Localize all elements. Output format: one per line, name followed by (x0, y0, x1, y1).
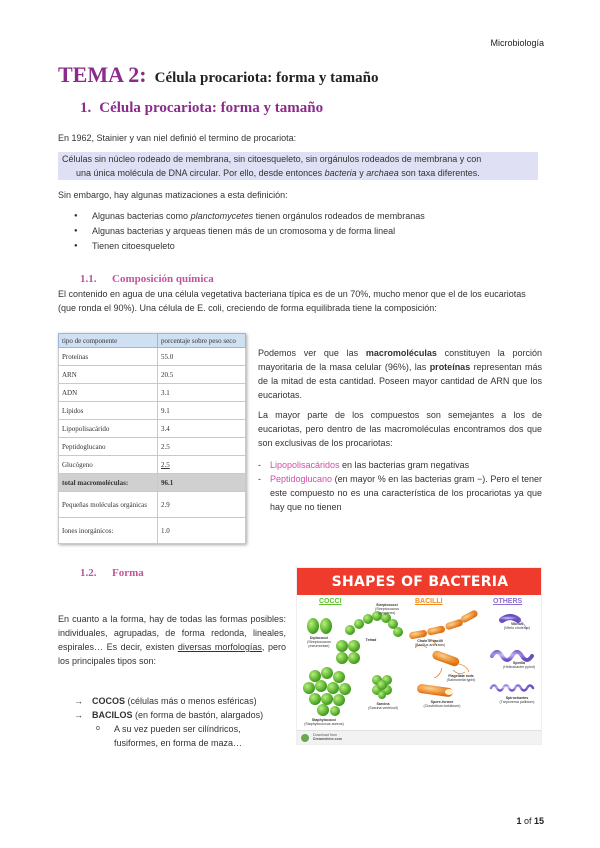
table-cell: Lipopolisacárido (59, 420, 158, 438)
page-number (516, 816, 544, 826)
table-cell: 20.5 (158, 366, 246, 384)
table-cell: ARN (59, 366, 158, 384)
sin-embargo-paragraph: Sin embargo, hay algunas matizaciones a esta definición: (58, 190, 288, 200)
list-item-text: Algunas bacterias como (92, 211, 191, 221)
tema-title: Célula procariota: forma y tamaño (154, 70, 379, 86)
table-header-row (59, 334, 246, 348)
matizaciones-list (74, 209, 425, 254)
composition-table (58, 333, 246, 544)
table-row (59, 456, 246, 474)
list-item (74, 209, 425, 224)
list-item-text: A su vez pueden ser cilíndricos, (114, 724, 241, 734)
table-cell: 96.1 (158, 474, 246, 492)
list-item-text: Algunas bacterias y arqueas tienen más de un cromosoma y de forma lineal (92, 226, 396, 236)
section-1-2-title: Forma (112, 567, 144, 579)
page-current: 1 (516, 816, 522, 826)
term-peptidoglucano: Peptidoglucano (270, 474, 333, 484)
bacilli-heading: BACILLI (415, 598, 443, 605)
label-spirilla: Spirilla (Helicobacter pylori) (503, 661, 535, 670)
bacteria-banner-title: SHAPES OF BACTERIA (331, 573, 509, 590)
list-item-text: fusiformes, en forma de maza… (114, 738, 243, 748)
table-row (59, 492, 246, 518)
definition-highlight (58, 152, 538, 180)
sub-list-item (74, 722, 294, 736)
table-row-total (59, 474, 246, 492)
list-item-bold: BACILOS (92, 710, 133, 720)
tetrad-icon (336, 640, 360, 664)
label-streptococci: Streptococci (Streptococcus pyogenes) (375, 603, 399, 616)
section-1-1-heading (80, 273, 214, 285)
definition-line2 (62, 166, 534, 180)
section-1-1-title: Composición química (112, 273, 214, 285)
list-item-text: tienen orgánulos rodeados de membranas (253, 211, 425, 221)
list-item-text: (en forma de bastón, alargados) (132, 710, 264, 720)
page-of: of (521, 816, 534, 826)
list-item-text: (células más o menos esféricas) (125, 696, 257, 706)
compuestos-paragraph: La mayor parte de los compuestos son semejantes a los de eucariotas, pero dentro de las macromoléculas encontramos dos que son exclusivas de los procariotas: (258, 410, 542, 448)
section-1-2-number: 1.2. (80, 567, 97, 579)
table-cell: 9.1 (158, 402, 246, 420)
definition-italic: archaea (366, 168, 399, 178)
section-1-2-heading (80, 567, 144, 579)
table-cell: 55.0 (158, 348, 246, 366)
arrow-right-icon: → (74, 710, 83, 720)
table-row (59, 402, 246, 420)
sub-list-item-cont (74, 736, 294, 750)
others-heading: OTHERS (493, 598, 523, 605)
table-cell: ADN (59, 384, 158, 402)
spore-former-icon (416, 684, 453, 698)
spirochaete-icon (491, 686, 533, 691)
table-cell: Lípidos (59, 402, 158, 420)
forma-paragraph (58, 612, 286, 668)
list-item (74, 224, 425, 239)
section-1-heading (80, 100, 331, 117)
page-total: 15 (533, 816, 544, 826)
diplococci-icon (307, 618, 332, 634)
page-title (58, 62, 378, 88)
cocci-heading: COCCI (319, 598, 342, 605)
table-cell: Pequeñas moléculas orgánicas (59, 492, 158, 518)
list-item-bold: COCOS (92, 696, 126, 706)
sarcina-icon (372, 675, 392, 699)
list-item (258, 458, 542, 472)
table-row (59, 366, 246, 384)
definition-text: y (356, 168, 367, 178)
intro-paragraph: En 1962, Stainier y van niel definió el termino de procariota: (58, 133, 297, 143)
section-1-1-number: 1.1. (80, 273, 97, 285)
paragraph-text: , pero los principales tipos son: (58, 642, 286, 666)
dreamstime-logo-icon (301, 734, 309, 742)
section-1-title: Célula procariota: forma y tamaño (99, 100, 324, 116)
table-cell: 2.5 (158, 456, 246, 474)
label-spore-former: Spore-former (Clostridium botulinum) (423, 700, 461, 709)
list-item-text: (en mayor % en las bacterias gram −). Pero el tener este compuesto no es una característica de los procariotas ya que hay que no tienen (270, 474, 542, 512)
definition-text: son taxa diferentes. (398, 168, 480, 178)
bacteria-shapes-illustration (296, 567, 542, 745)
paragraph-bold: proteínas (429, 362, 471, 372)
table-cell: 3.4 (158, 420, 246, 438)
label-vibrios: Vibrios (Vibrio cholerae) (503, 622, 531, 631)
label-chain-of-bacilli: Chain of bacilli (Bacillus anthracis) (414, 639, 446, 648)
tema-number: TEMA 2: (58, 62, 147, 87)
list-item-text: Tienen citoesqueleto (92, 241, 175, 251)
circle-bullet-icon: o (96, 725, 100, 732)
table-cell: 2.9 (158, 492, 246, 518)
list-item-text: en las bacterias gram negativas (339, 460, 470, 470)
list-item-italic: planctomycetes (190, 211, 254, 221)
table-cell: Peptidoglucano (59, 438, 158, 456)
definition-line1: Células sin núcleo rodeado de membrana, sin citoesqueleto, sin orgánulos rodeados de membrana y con (62, 154, 482, 164)
paragraph-underline: diversas morfologías (177, 642, 262, 652)
bacteria-footer (297, 730, 542, 744)
label-tetrad: Tetrad (365, 638, 377, 642)
spirilla-icon (492, 652, 532, 660)
table-row (59, 384, 246, 402)
paragraph-bold: macromoléculas (365, 348, 437, 358)
footer-text: Download from Dreamstime.com (313, 733, 342, 741)
paragraph-text: representan más de la mitad de esta cantidad. Poseen mayor cantidad de ARN que los eucariotas. (258, 362, 542, 400)
term-lipopolisacaridos: Lipopolisacáridos (270, 460, 340, 470)
paragraph-text: constituyen la porción mayoritaria de la masa celular (96%), las (258, 348, 543, 372)
table-header: tipo de componente (59, 334, 158, 348)
exclusivas-list (258, 458, 542, 514)
staphylococci-icon (303, 667, 351, 716)
table-cell: 2.5 (158, 438, 246, 456)
label-staphylococci: Staphylococci (Staphylococcus aureus) (304, 718, 344, 727)
paragraph-text: En cuanto a la forma, hay de todas las formas posibles: individuales, agrupadas, de forma redonda, lineales, espirales… Es decir, existen (58, 614, 286, 652)
tipos-list (74, 694, 294, 750)
arrow-right-icon: → (74, 696, 83, 706)
table-header: porcentaje sobre peso seco (158, 334, 246, 348)
table-cell: 3.1 (158, 384, 246, 402)
table-cell: Glucógeno (59, 456, 158, 474)
section-1-number: 1. (80, 100, 92, 116)
paragraph-text: Podemos ver que las (258, 348, 366, 358)
macromoleculas-paragraph (258, 346, 542, 402)
list-item-cocos (74, 694, 294, 708)
label-sarcina: Sarcina (Sarcina ventriculi) (368, 702, 398, 711)
list-item (74, 239, 425, 254)
label-diplococci: Diplococci (Streptococcus pneumoniae) (307, 636, 331, 649)
table-cell: 1.0 (158, 518, 246, 544)
list-item (258, 472, 542, 514)
definition-italic: bacteria (324, 168, 357, 178)
table-cell: Iones inorgánicos: (59, 518, 158, 544)
chain-of-bacilli-icon (409, 609, 479, 639)
table-row (59, 518, 246, 544)
table-row (59, 420, 246, 438)
label-flagellate-rods: Flagellate rods (Salmonella typhi) (446, 674, 476, 683)
table-cell: total macromoléculas: (59, 474, 158, 492)
header-subject: Microbiología (490, 38, 544, 48)
contenido-paragraph: El contenido en agua de una célula vegetativa bacteriana típica es de un 70%, mucho menor que el de los eucariotas (que ronda el 90%). Una célula de E. coli, creciendo de forma equilibrada tiene la composición: (58, 289, 526, 313)
table-cell: Proteínas (59, 348, 158, 366)
table-row (59, 438, 246, 456)
definition-text: una única molécula de DNA circular. Por ello, desde entonces (76, 168, 325, 178)
table-row (59, 348, 246, 366)
list-item-bacilos (74, 708, 294, 722)
label-spirochaetes: Spirochaetes (Treponema pallidum) (499, 696, 535, 705)
